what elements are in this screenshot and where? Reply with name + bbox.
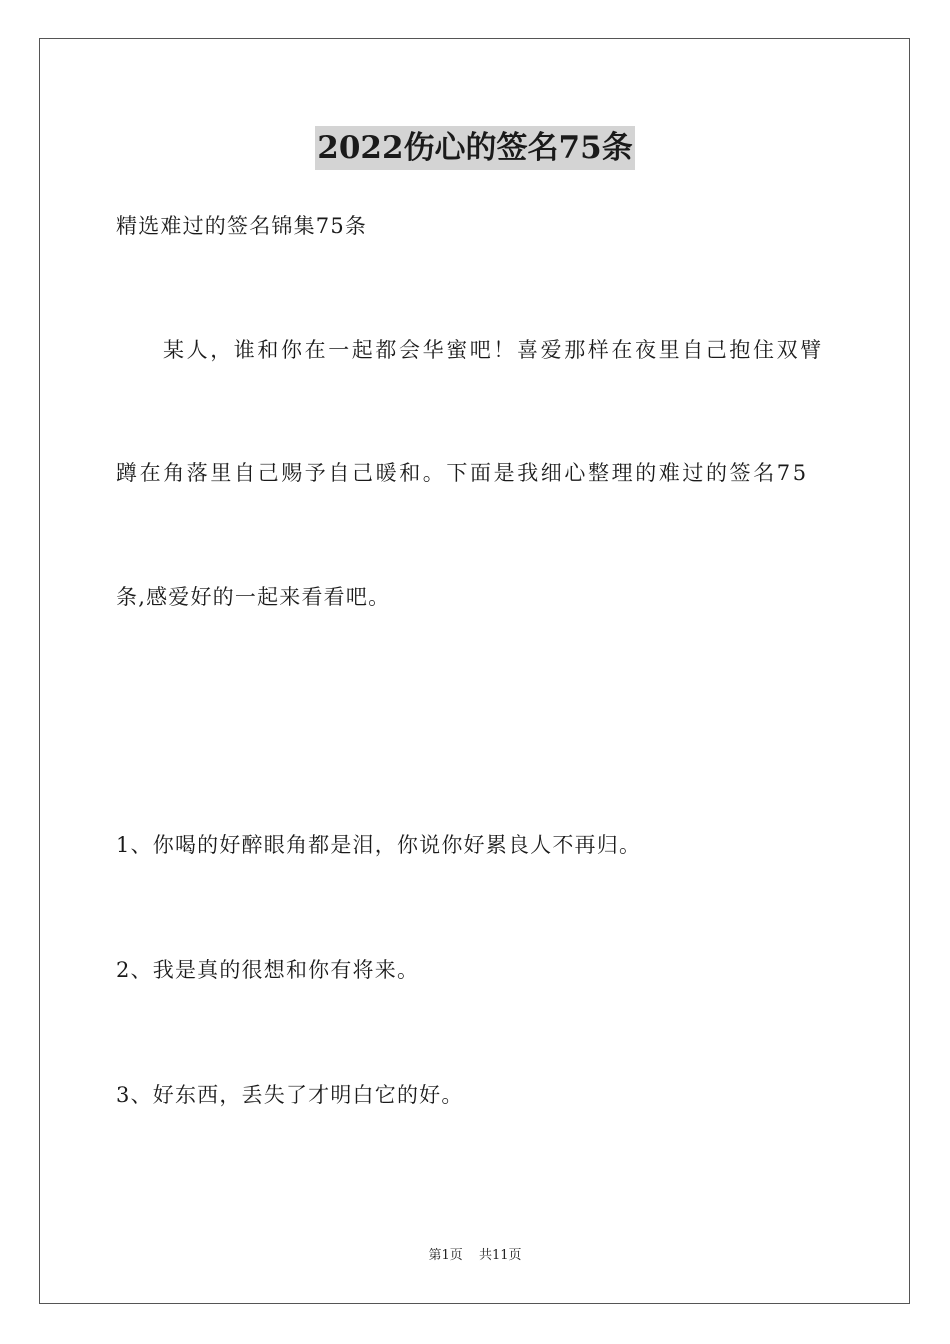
intro-paragraph-line-2: 蹲在角落里自己赐予自己暖和。下面是我细心整理的难过的签名75 — [116, 461, 809, 485]
intro-paragraph-line-3: 条,感爱好的一起来看看吧。 — [116, 585, 391, 609]
list-item: 3、好东西，丢失了才明白它的好。 — [116, 1083, 464, 1107]
list-item: 2、我是真的很想和你有将来。 — [116, 958, 420, 982]
page-number-current: 第1页 — [428, 1248, 463, 1263]
page-footer — [0, 1246, 950, 1266]
title-container — [0, 126, 950, 170]
document-title: 2022伤心的签名75条 — [315, 126, 634, 170]
page-number-total: 共11页 — [478, 1248, 522, 1263]
list-item: 1、你喝的好醉眼角都是泪，你说你好累良人不再归。 — [116, 833, 642, 857]
document-subtitle: 精选难过的签名锦集75条 — [116, 214, 368, 238]
intro-paragraph-line-1: 某人，谁和你在一起都会华蜜吧！喜爱那样在夜里自己抱住双臂 — [163, 338, 824, 362]
